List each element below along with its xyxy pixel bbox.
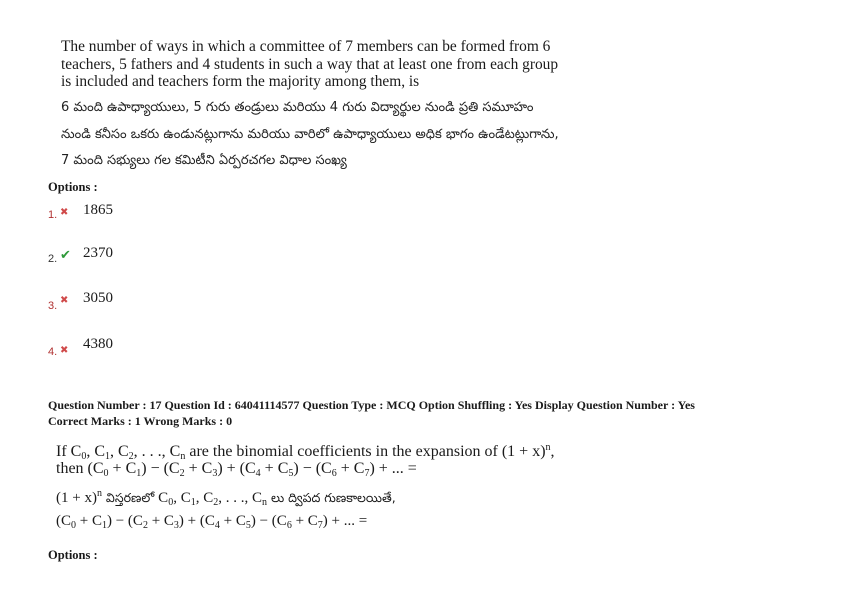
option-number: 4.: [48, 346, 58, 358]
option-number: 3.: [48, 300, 58, 312]
question-meta: Question Number : 17 Question Id : 64041114577 Question Type : MCQ Option Shuffling : Yes Display Question Number : Yes: [48, 398, 695, 412]
check-icon: ✔: [60, 248, 71, 263]
question-17-telugu-line: $(1 + x)^n$ విస్తరణలో $C_0$, $C_1$, $C_2$, . . ., $C_n$ లు ద్విపద గుణకాలయితే,: [56, 488, 396, 508]
options-heading: Options :: [48, 180, 98, 194]
wrong-icon: ✖: [60, 207, 69, 218]
option-value: 2370: [83, 245, 113, 261]
question-16-english: [61, 38, 621, 91]
question-line-telugu: నుండి కనీసం ఒకరు ఉండునట్లుగాను మరియు వారిలో ఉపాధ్యాయులు అధిక భాగం ఉండేటట్లుగాను,: [61, 127, 559, 142]
wrong-icon: ✖: [60, 295, 69, 306]
question-17-line-1: If $C_0$, $C_1$, $C_2$, . . ., $C_n$ are the binomial coefficients in the expansion of $(1 + x)^n$,: [56, 442, 555, 462]
option-value: 1865: [83, 202, 113, 218]
question-17-formula: $(C_0 + C_1) - (C_2 + C_3) + (C_4 + C_5) - (C_6 + C_7)$ + ... =: [56, 513, 368, 531]
question-marks: Correct Marks : 1 Wrong Marks : 0: [48, 414, 233, 428]
question-line: is included and teachers form the majority among them, is: [61, 73, 420, 90]
question-line: The number of ways in which a committee of 7 members can be formed from 6: [61, 38, 551, 55]
option-number: 2.: [48, 253, 58, 265]
question-line-telugu: 7 మంది సభ్యులు గల కమిటీని ఏర్పరచగల విధాల సంఖ్య: [61, 153, 347, 168]
option-value: 4380: [83, 336, 113, 352]
option-value: 3050: [83, 290, 113, 306]
question-line: teachers, 5 fathers and 4 students in such a way that at least one from each group: [61, 55, 559, 73]
option-number: 1.: [48, 209, 58, 221]
question-17-line-2: then $(C_0 + C_1) - (C_2 + C_3) + (C_4 + C_5) - (C_6 + C_7)$ + ... =: [56, 460, 417, 479]
options-heading: Options :: [48, 548, 98, 562]
wrong-icon: ✖: [60, 345, 69, 356]
question-line-telugu: 6 మంది ఉపాధ్యాయులు, 5 గురు తండ్రులు మరియు 4 గురు విద్యార్థుల నుండి ప్రతి సమూహం: [61, 100, 534, 115]
